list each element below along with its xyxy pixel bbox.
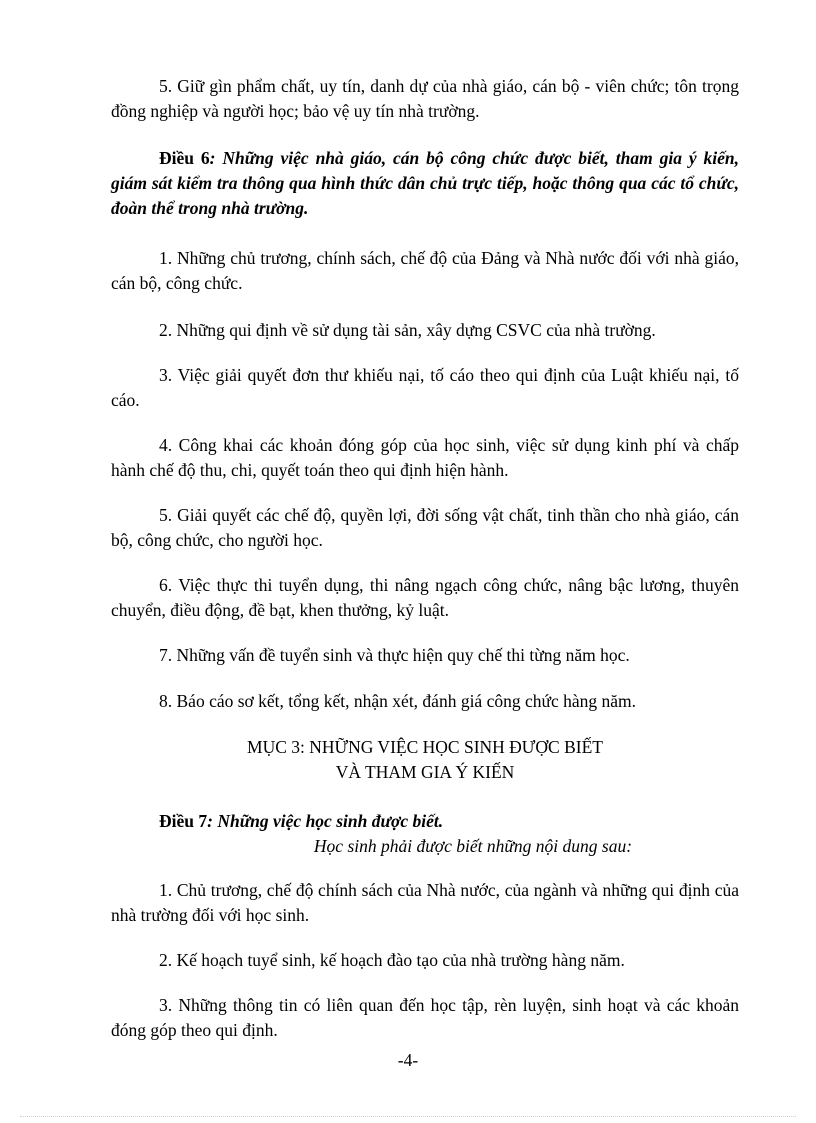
- section3-line-1: MỤC 3: NHỮNG VIỆC HỌC SINH ĐƯỢC BIẾT: [247, 737, 603, 757]
- article7-item-2: 2. Kế hoạch tuyể sinh, kế hoạch đào tạo của nhà trường hàng năm.: [159, 950, 625, 970]
- article6-title: : Những việc nhà giáo, cán bộ công chức được biết, tham gia ý kiến, giám sát kiểm tra thông qua hình thức dân chủ trực tiếp, hoặc thông qua các tổ chức, đoàn thể trong nhà trường.: [111, 148, 739, 218]
- article7-item-3: 3. Những thông tin có liên quan đến học tập, rèn luyện, sinh hoạt và các khoản đóng góp theo qui định.: [111, 995, 739, 1040]
- article6-prefix: Điều 6: [159, 148, 210, 168]
- article7-title: : Những việc học sinh được biết.: [207, 811, 444, 831]
- article6-item-3: 3. Việc giải quyết đơn thư khiếu nại, tố cáo theo qui định của Luật khiếu nại, tố cáo.: [111, 365, 739, 410]
- article5-item-5: 5. Giữ gìn phẩm chất, uy tín, danh dự của nhà giáo, cán bộ - viên chức; tôn trọng đồng nghiệp và người học; bảo vệ uy tín nhà trường.: [111, 76, 739, 121]
- article6-item-4: 4. Công khai các khoản đóng góp của học sinh, việc sử dụng kinh phí và chấp hành chế độ thu, chi, quyết toán theo qui định hiện hành.: [111, 435, 739, 480]
- document-page: [111, 74, 739, 1043]
- article7-prefix: Điều 7: [159, 811, 208, 831]
- article6-item-8: 8. Báo cáo sơ kết, tổng kết, nhận xét, đánh giá công chức hàng năm.: [159, 691, 637, 711]
- article7-heading: [111, 809, 739, 834]
- section3-line-2: VÀ THAM GIA Ý KIẾN: [335, 762, 515, 782]
- article6-item-6: 6. Việc thực thi tuyển dụng, thi nâng ngạch công chức, nâng bậc lương, thuyên chuyển, điều động, đề bạt, khen thưởng, kỷ luật.: [111, 575, 739, 620]
- article7-item-1: 1. Chủ trương, chế độ chính sách của Nhà nước, của ngành và những qui định của nhà trường đối với học sinh.: [111, 880, 739, 925]
- page-number: -4-: [397, 1050, 419, 1070]
- article6-item-2: 2. Những qui định về sử dụng tài sản, xây dựng CSVC của nhà trường.: [159, 320, 656, 340]
- article6-item-1: 1. Những chủ trương, chính sách, chế độ của Đảng và Nhà nước đối với nhà giáo, cán bộ, công chức.: [111, 248, 739, 293]
- footer-divider: [20, 1116, 796, 1117]
- article6-heading: [111, 146, 739, 221]
- section3-heading: [111, 735, 739, 785]
- article6-item-7: 7. Những vấn đề tuyển sinh và thực hiện quy chế thi từng năm học.: [159, 645, 630, 665]
- article7-intro: Học sinh phải được biết những nội dung sau:: [313, 836, 633, 856]
- article6-item-5: 5. Giải quyết các chế độ, quyền lợi, đời sống vật chất, tinh thần cho nhà giáo, cán bộ, công chức, cho người học.: [111, 505, 739, 550]
